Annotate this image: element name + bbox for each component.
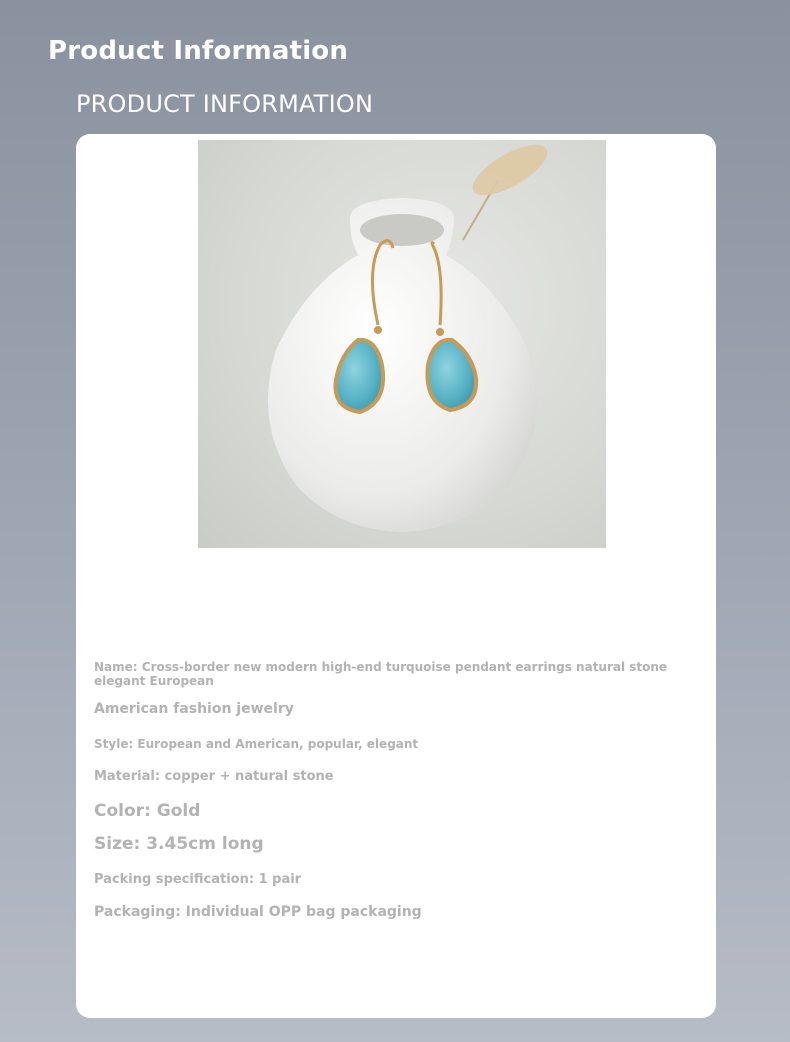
spec-size: Size: 3.45cm long <box>94 834 264 855</box>
spec-material: Material: copper + natural stone <box>94 769 334 785</box>
spec-style: Style: European and American, popular, elegant <box>94 736 419 751</box>
dried-grass-icon <box>463 140 554 240</box>
page-title: Product Information <box>48 36 349 66</box>
spec-color: Color: Gold <box>94 800 201 821</box>
product-card <box>76 134 716 1018</box>
product-photo <box>198 140 606 548</box>
spec-american: American fashion jewelry <box>94 701 294 717</box>
vase-shape <box>268 198 537 532</box>
section-subtitle: PRODUCT INFORMATION <box>76 90 374 118</box>
product-specs <box>94 660 684 921</box>
turquoise-earrings-photo <box>198 140 606 548</box>
spec-name: Name: Cross-border new modern high-end turquoise pendant earrings natural stone elegant European <box>94 660 668 688</box>
spec-packaging: Packaging: Individual OPP bag packaging <box>94 904 422 921</box>
spec-packing: Packing specification: 1 pair <box>94 871 302 887</box>
